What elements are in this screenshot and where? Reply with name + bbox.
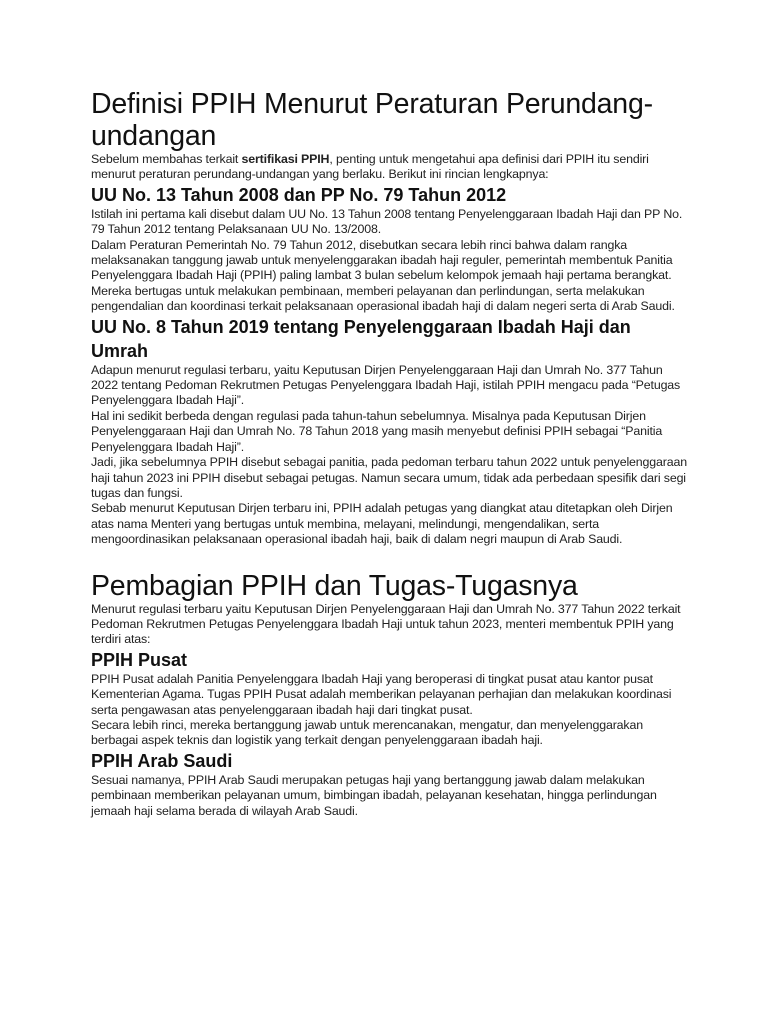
paragraph: Secara lebih rinci, mereka bertanggung jawab untuk merencanakan, mengatur, dan menyelenggarakan berbagai aspek teknis dan logistik yang terkait dengan penyelenggaraan ibadah haji. xyxy=(91,717,643,748)
section-title-pembagian: Pembagian PPIH dan Tugas-Tugasnya xyxy=(91,569,578,602)
paragraph: Dalam Peraturan Pemerintah No. 79 Tahun 2012, disebutkan secara lebih rinci bahwa dalam rangka melaksanakan tanggung jawab untuk menyelenggarakan ibadah haji reguler, pemerintah membentuk Panitia Penyelenggara Ibadah Haji (PPIH) paling lambat 3 bulan sebelum kelompok jemaah haji pertama berangkat. xyxy=(91,237,673,283)
section-spacer xyxy=(91,548,691,570)
paragraph: Sesuai namanya, PPIH Arab Saudi merupakan petugas haji yang bertanggung jawab dalam melakukan pembinaan memberikan pelayanan umum, bimbingan ibadah, pelayanan kesehatan, hingga perlindungan jemaah haji selama berada di wilayah Arab Saudi. xyxy=(91,772,657,818)
paragraph: Adapun menurut regulasi terbaru, yaitu Keputusan Dirjen Penyelenggaraan Haji dan Umrah No. 377 Tahun 2022 tentang Pedoman Rekrutmen Petugas Penyelenggara Ibadah Haji, istilah PPIH mengacu pada “Petugas Penyelenggara Ibadah Haji”. xyxy=(91,362,681,408)
paragraph: PPIH Pusat adalah Panitia Penyelenggara Ibadah Haji yang beroperasi di tingkat pusat atau kantor pusat Kementerian Agama. Tugas PPIH Pusat adalah memberikan pelayanan perhajian dan melakukan koordinasi serta pengawasan atas penyelenggaraan ibadah haji dari tingkat pusat. xyxy=(91,671,672,717)
intro-paragraph xyxy=(91,152,691,183)
paragraph: Jadi, jika sebelumnya PPIH disebut sebagai panitia, pada pedoman terbaru tahun 2022 untuk penyelenggaraan haji tahun 2023 ini PPIH disebut sebagai petugas. Namun secara umum, tidak ada perbedaan spesifik dari segi tugas dan fungsi. xyxy=(91,455,687,500)
intro-text-before: Sebelum membahas terkait xyxy=(91,152,242,166)
intro-bold-term: sertifikasi PPIH xyxy=(241,152,330,166)
paragraph: Menurut regulasi terbaru yaitu Keputusan Dirjen Penyelenggaraan Haji dan Umrah No. 377 Tahun 2022 terkait Pedoman Rekrutmen Petugas Penyelenggara Ibadah Haji untuk tahun 2023, menteri membentuk PPIH yang terdiri atas: xyxy=(91,601,681,647)
subheading-ppih-pusat: PPIH Pusat xyxy=(91,649,188,670)
subheading-uu-8-2019: UU No. 8 Tahun 2019 tentang Penyelenggaraan Ibadah Haji dan Umrah xyxy=(91,316,631,361)
intro-text-after: , penting untuk mengetahui apa definisi dari PPIH itu sendiri menurut peraturan perundang-undangan yang berlaku. Berikut ini rincian lengkapnya: xyxy=(91,152,649,182)
subheading-ppih-arab-saudi: PPIH Arab Saudi xyxy=(91,750,233,771)
paragraph: Hal ini sedikit berbeda dengan regulasi pada tahun-tahun sebelumnya. Misalnya pada Keputusan Dirjen Penyelenggaraan Haji dan Umrah No. 78 Tahun 2018 yang masih menyebut definisi PPIH sebagai “Panitia Penyelenggara Ibadah Haji”. xyxy=(91,408,663,454)
document-page xyxy=(91,88,691,819)
paragraph: Sebab menurut Keputusan Dirjen terbaru ini, PPIH adalah petugas yang diangkat atau ditetapkan oleh Dirjen atas nama Menteri yang bertugas untuk membina, melayani, melindungi, mengendalikan, serta mengoordinasikan pelaksanaan operasional ibadah haji, baik di dalam negri maupun di Arab Saudi. xyxy=(91,501,673,547)
section-title-definisi: Definisi PPIH Menurut Peraturan Perundang-undangan xyxy=(91,88,653,152)
paragraph: Istilah ini pertama kali disebut dalam UU No. 13 Tahun 2008 tentang Penyelenggaraan Ibadah Haji dan PP No. 79 Tahun 2012 tentang Pelaksanaan UU No. 13/2008. xyxy=(91,206,683,237)
subheading-uu-13-2008: UU No. 13 Tahun 2008 dan PP No. 79 Tahun 2012 xyxy=(91,184,507,205)
paragraph: Mereka bertugas untuk melakukan pembinaan, memberi pelayanan dan perlindungan, serta melakukan pengendalian dan koordinasi terkait pelaksanaan operasional ibadah haji di dalam negeri serta di Arab Saudi. xyxy=(91,283,675,314)
